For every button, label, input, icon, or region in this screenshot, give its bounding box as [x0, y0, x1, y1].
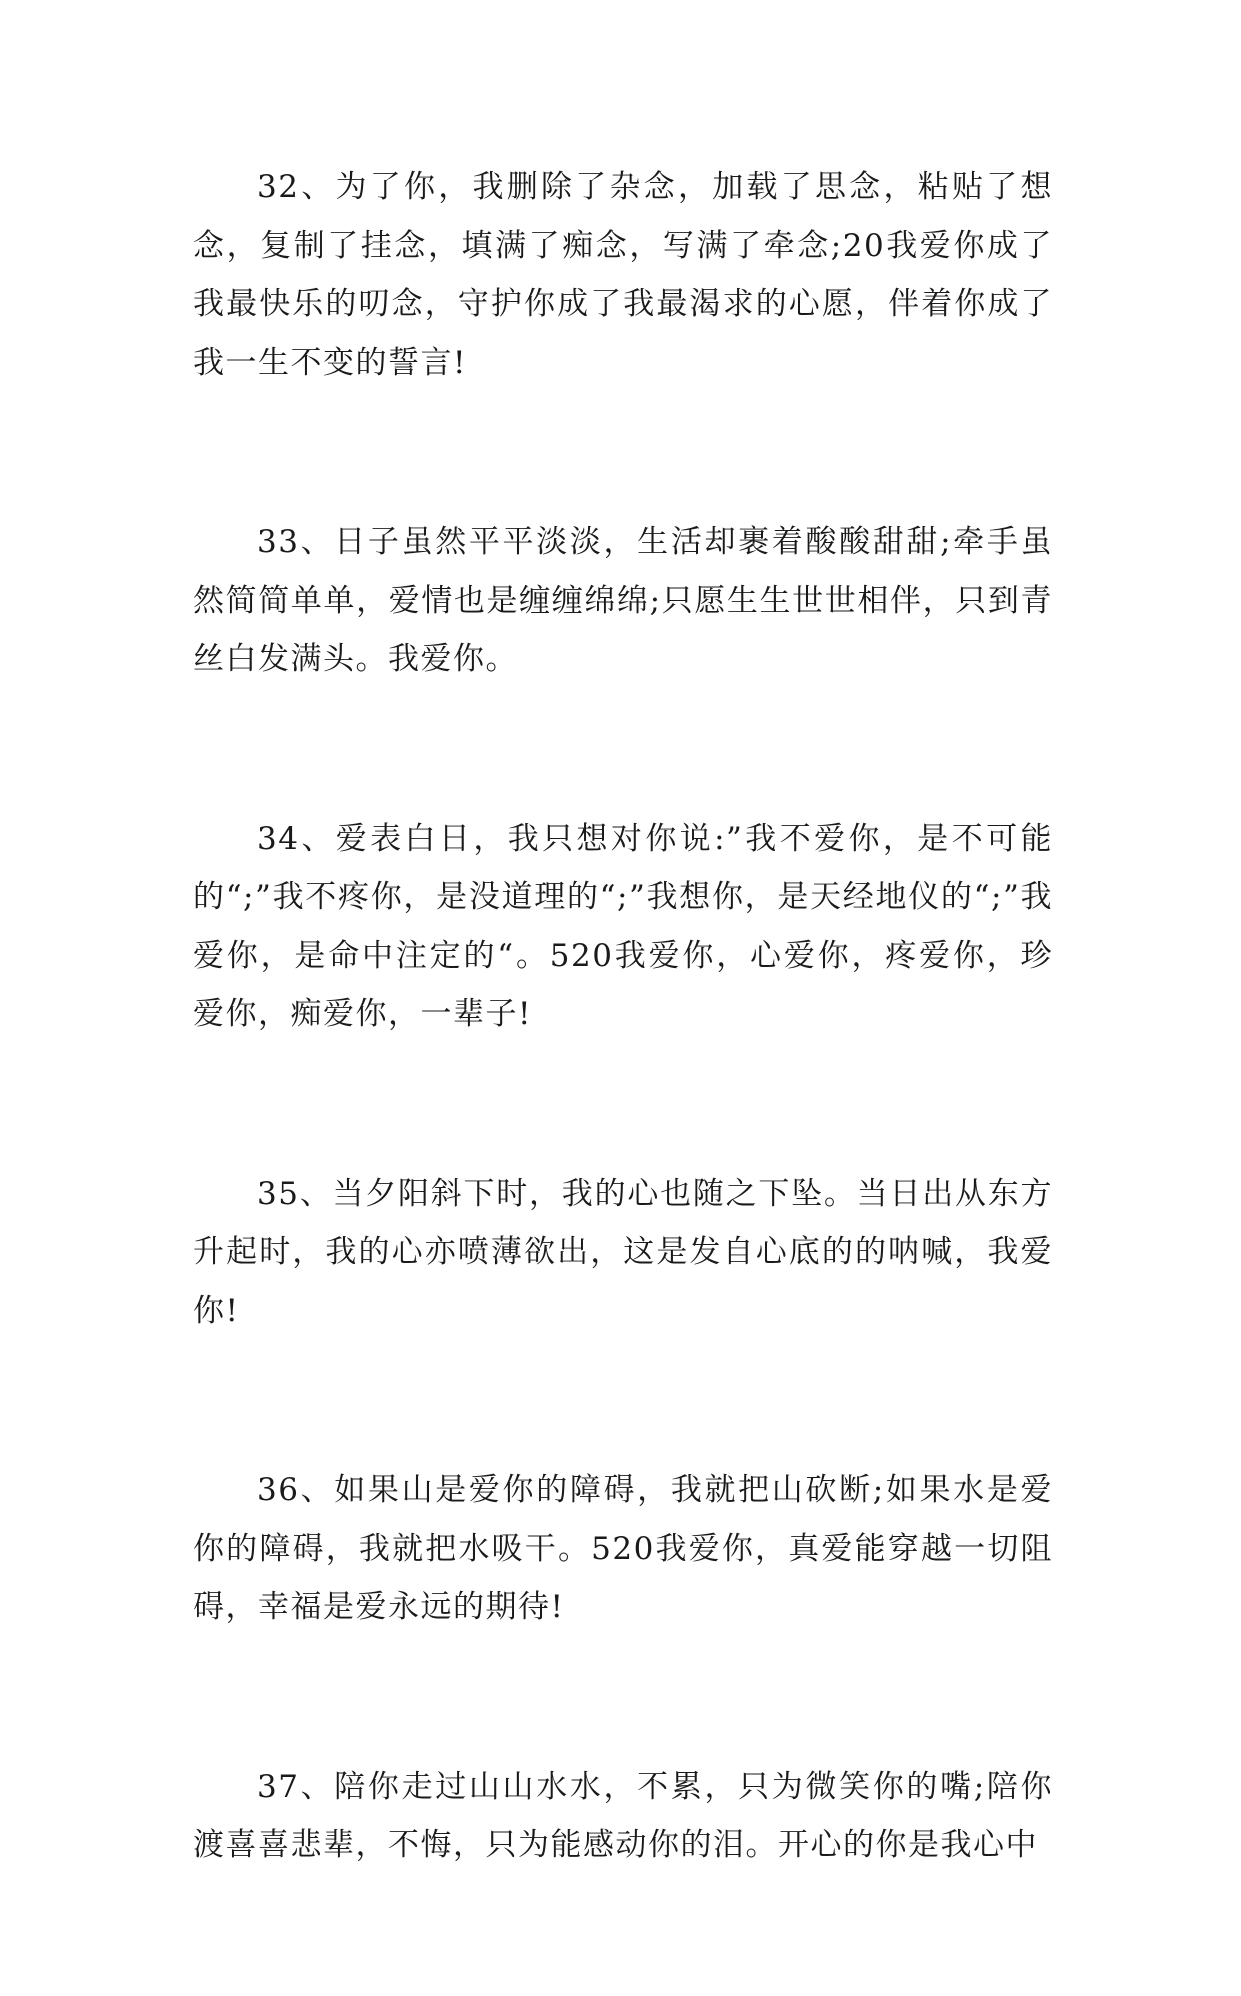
paragraph-34: 34、爱表白日，我只想对你说:”我不爱你，是不可能的“;”我不疼你，是没道理的“;”我想你，是天经地仪的“;”我爱你，是命中注定的“。520我爱你，心爱你，疼爱你，珍爱你，痴爱你，一辈子!	[193, 820, 1053, 1032]
paragraph-32: 32、为了你，我删除了杂念，加载了思念，粘贴了想念，复制了挂念，填满了痴念，写满了牵念;20我爱你成了我最快乐的叨念，守护你成了我最渴求的心愿，伴着你成了我一生不变的誓言!	[193, 169, 1053, 381]
paragraph-35: 35、当夕阳斜下时，我的心也随之下坠。当日出从东方升起时，我的心亦喷薄欲出，这是发自心底的的呐喊，我爱你!	[193, 1175, 1053, 1329]
paragraph-36: 36、如果山是爱你的障碍，我就把山砍断;如果水是爱你的障碍，我就把水吸干。520我爱你，真爱能穿越一切阻碍，幸福是爱永远的期待!	[193, 1472, 1053, 1625]
paragraph-33: 33、日子虽然平平淡淡，生活却裹着酸酸甜甜;牵手虽然简简单单，爱情也是缠缠绵绵;只愿生生世世相伴，只到青丝白发满头。我爱你。	[193, 524, 1053, 677]
document-body	[193, 158, 1053, 1996]
paragraph-37: 37、陪你走过山山水水，不累，只为微笑你的嘴;陪你渡喜喜悲辈，不悔，只为能感动你的泪。开心的你是我心中	[193, 1768, 1053, 1863]
